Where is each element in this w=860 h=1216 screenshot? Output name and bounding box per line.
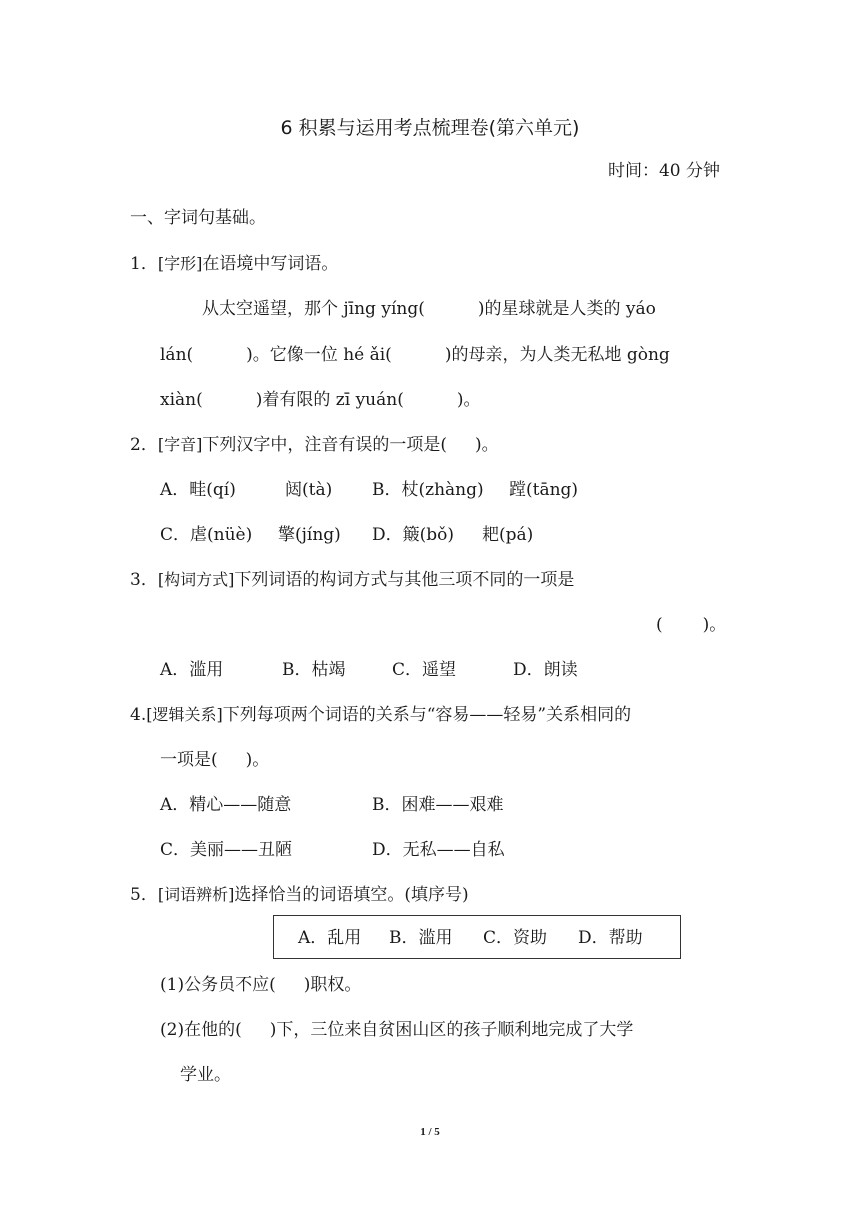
question-4-continued: 一项是( )。	[160, 750, 270, 770]
question-tag: [构词方式]	[157, 570, 235, 589]
question-number: 3．	[130, 570, 158, 590]
q5-sentence-2: (2)在他的( )下，三位来自贫困山区的孩子顺利地完成了大学	[160, 1020, 634, 1040]
q3-option-a[interactable]: A．滥用	[160, 660, 224, 680]
q4-option-c[interactable]: C．美丽——丑陋	[160, 840, 293, 860]
q2-option-c1[interactable]: C．虐(nüè)	[160, 525, 253, 545]
q3-option-d[interactable]: D．朗读	[513, 660, 578, 680]
question-number: 1．	[130, 254, 158, 274]
q1-passage-line-3: xiàn( )着有限的 zī yuán( )。	[160, 390, 481, 410]
question-tag: [字形]	[157, 254, 203, 273]
q2-option-b1[interactable]: B．杖(zhàng)	[372, 480, 484, 500]
question-tag: [词语辨析]	[157, 885, 235, 904]
question-number: 2．	[130, 435, 158, 455]
question-text: 在语境中写词语。	[202, 254, 339, 274]
question-tag: [字音]	[157, 435, 203, 454]
q2-option-a1[interactable]: A．畦(qí)	[160, 480, 236, 500]
q2-option-d2: 耙(pá)	[482, 525, 534, 545]
q2-option-d1[interactable]: D．簸(bǒ)	[372, 525, 455, 545]
word-option-b[interactable]: B．滥用	[389, 928, 453, 948]
page-title: 6 积累与运用考点梳理卷(第六单元)	[280, 117, 580, 139]
q5-sentence-2-continued: 学业。	[180, 1065, 231, 1085]
q5-sentence-1: (1)公务员不应( )职权。	[160, 975, 362, 995]
question-text: 下列词语的构词方式与其他三项不同的一项是	[234, 570, 575, 590]
q3-option-c[interactable]: C．遥望	[392, 660, 457, 680]
word-options-box	[273, 915, 681, 959]
q1-passage-line-1: 从太空遥望，那个 jīng yíng( )的星球就是人类的 yáo	[202, 299, 656, 319]
word-option-d[interactable]: D．帮助	[578, 928, 643, 948]
word-option-c[interactable]: C．资助	[483, 928, 548, 948]
q1-passage-line-2: lán( )。它像一位 hé ǎi( )的母亲，为人类无私地 gòng	[160, 345, 670, 365]
section-heading: 一、字词句基础。	[130, 208, 266, 228]
q2-option-a2: 闼(tà)	[285, 480, 333, 500]
page-number: 1 / 5	[420, 1126, 440, 1138]
q2-option-b2: 蹚(tāng)	[509, 480, 579, 500]
question-2: 2．[字音]下列汉字中，注音有误的一项是( )。	[130, 435, 499, 455]
question-number: 5．	[130, 885, 158, 905]
exam-time: 时间：40 分钟	[607, 161, 720, 181]
q3-option-b[interactable]: B．枯竭	[282, 660, 346, 680]
q2-option-c2: 擎(jíng)	[278, 525, 341, 545]
q4-option-a[interactable]: A．精心——随意	[160, 795, 292, 815]
question-1	[130, 252, 338, 276]
word-option-a[interactable]: A．乱用	[298, 928, 362, 948]
question-5	[130, 883, 469, 907]
question-number: 4.	[130, 705, 147, 725]
q3-answer-paren: ( )。	[656, 615, 727, 635]
question-text: 选择恰当的词语填空。(填序号)	[234, 885, 469, 905]
question-text: 下列汉字中，注音有误的一项是(	[202, 435, 447, 455]
question-tag: [逻辑关系]	[146, 705, 223, 724]
question-3	[130, 568, 574, 592]
q4-option-b[interactable]: B．困难——艰难	[372, 795, 504, 815]
q4-option-d[interactable]: D．无私——自私	[372, 840, 505, 860]
question-4	[130, 703, 631, 727]
question-text: 下列每项两个词语的关系与“容易——轻易”关系相同的	[222, 705, 632, 725]
